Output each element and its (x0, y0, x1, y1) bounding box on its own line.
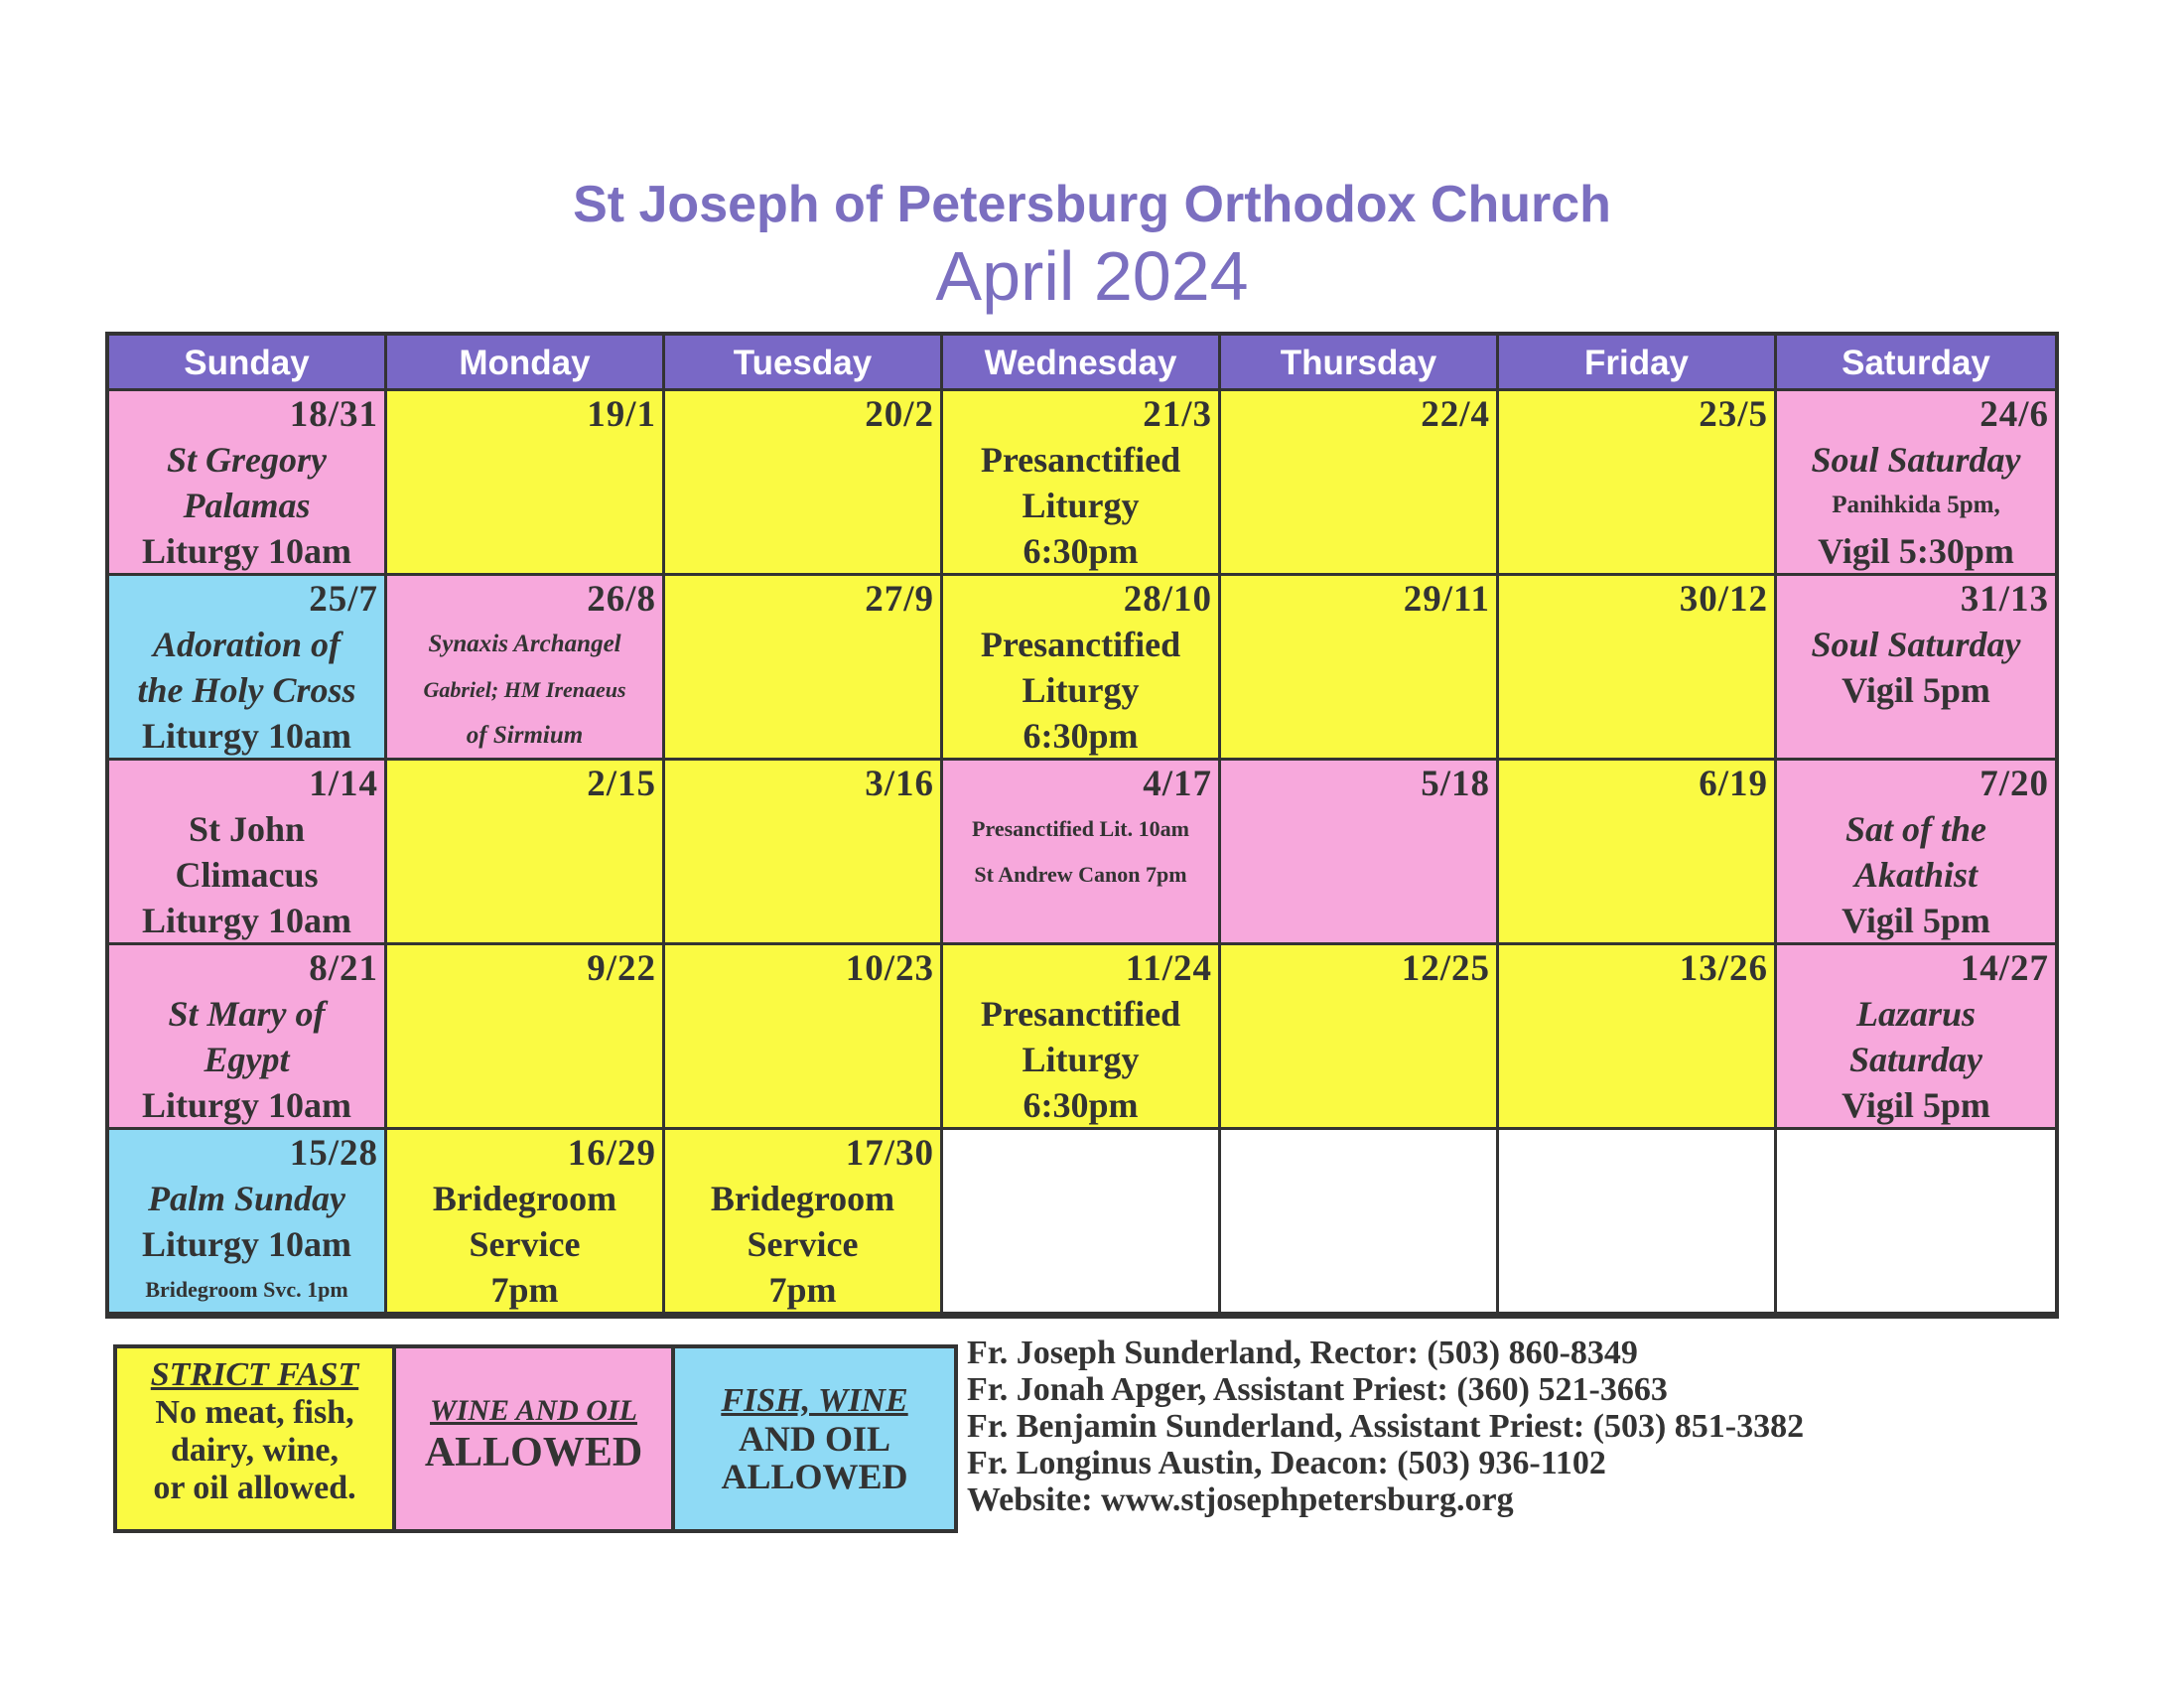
event-line: 6:30pm (1023, 1085, 1139, 1125)
day-date: 15/28 (289, 1133, 378, 1174)
event-line: Presanctified (980, 994, 1181, 1034)
day-date: 30/12 (1679, 579, 1768, 620)
day-date: 17/30 (845, 1133, 934, 1174)
event-line: Presanctified (980, 625, 1181, 664)
day-cell (943, 391, 1221, 576)
day-cell (665, 391, 943, 576)
day-cell (943, 945, 1221, 1130)
event-line: Liturgy 10am (142, 531, 351, 571)
weekday-header-thursday: Thursday (1221, 336, 1499, 391)
legend-strict-fast-body: No meat, fish, dairy, wine, or oil allowed. (153, 1394, 356, 1506)
month-title: April 2024 (935, 237, 1249, 315)
day-cell (665, 576, 943, 761)
event-line: Panihkida 5pm, (1832, 492, 2000, 518)
day-date: 31/13 (1960, 579, 2049, 620)
calendar-grid (105, 332, 2059, 1319)
day-cell (387, 1130, 665, 1315)
weekday-header-sunday: Sunday (109, 336, 387, 391)
event-line: Soul Saturday (1811, 440, 2021, 480)
day-date: 6/19 (1699, 764, 1768, 804)
weekday-header-monday: Monday (387, 336, 665, 391)
day-cell (109, 945, 387, 1130)
event-line: 6:30pm (1023, 531, 1139, 571)
event-line: St Andrew Canon 7pm (974, 862, 1187, 887)
website-link[interactable]: Website: www.stjosephpetersburg.org (967, 1481, 1514, 1518)
empty-day-cell (1499, 1130, 1777, 1315)
day-cell (387, 576, 665, 761)
fasting-legend (113, 1344, 958, 1533)
contact-deacon: Fr. Longinus Austin, Deacon: (503) 936-1102 (967, 1445, 1606, 1481)
day-cell (1777, 391, 2055, 576)
day-date: 22/4 (1421, 394, 1490, 435)
day-date: 26/8 (587, 579, 656, 620)
empty-day-cell (1777, 1130, 2055, 1315)
legend-fish-wine-oil-body: AND OIL ALLOWED (721, 1419, 908, 1496)
weekday-header-saturday: Saturday (1777, 336, 2055, 391)
event-line: Liturgy 10am (142, 716, 351, 756)
day-cell (1221, 576, 1499, 761)
empty-day-cell (1221, 1130, 1499, 1315)
contact-assistant-priest-1: Fr. Jonah Apger, Assistant Priest: (360) 521-3663 (967, 1371, 1668, 1408)
event-line: Vigil 5:30pm (1818, 531, 2014, 571)
day-date: 5/18 (1421, 764, 1490, 804)
day-cell (1499, 945, 1777, 1130)
event-line: Liturgy 10am (142, 901, 351, 940)
event-line: Saturday (1848, 1040, 1983, 1079)
contact-rector: Fr. Joseph Sunderland, Rector: (503) 860-8349 (967, 1335, 1638, 1371)
event-line: Palamas (183, 486, 311, 525)
day-cell (1221, 391, 1499, 576)
day-cell (1221, 945, 1499, 1130)
day-date: 23/5 (1699, 394, 1768, 435)
event-line: 6:30pm (1023, 716, 1139, 756)
event-line: Vigil 5pm (1842, 901, 1990, 940)
legend-wine-oil (396, 1348, 675, 1529)
event-line: of Sirmium (466, 722, 584, 749)
event-line: Adoration of (152, 625, 341, 664)
day-date: 14/27 (1960, 948, 2049, 989)
event-line: the Holy Cross (137, 670, 356, 710)
event-line: Sat of the (1844, 809, 1986, 849)
day-date: 1/14 (309, 764, 378, 804)
day-cell (665, 1130, 943, 1315)
event-line: St Mary of (168, 994, 326, 1034)
event-line: St Gregory (167, 440, 327, 480)
day-cell (1499, 576, 1777, 761)
event-line: Bridegroom (432, 1179, 617, 1218)
event-line: Vigil 5pm (1842, 1085, 1990, 1125)
day-cell (109, 1130, 387, 1315)
day-date: 2/15 (587, 764, 656, 804)
day-date: 27/9 (865, 579, 934, 620)
weekday-header-wednesday: Wednesday (943, 336, 1221, 391)
event-line: Presanctified (980, 440, 1181, 480)
day-date: 12/25 (1401, 948, 1490, 989)
day-cell (1777, 761, 2055, 945)
legend-wine-oil-body: ALLOWED (424, 1430, 643, 1476)
day-date: 7/20 (1979, 764, 2049, 804)
day-cell (943, 761, 1221, 945)
event-line: Liturgy (1022, 1040, 1140, 1079)
legend-fish-wine-oil-heading: FISH, WINE (721, 1382, 908, 1419)
day-cell (109, 391, 387, 576)
day-cell (109, 576, 387, 761)
event-line: Liturgy 10am (142, 1085, 351, 1125)
legend-strict-fast-heading: STRICT FAST (150, 1356, 359, 1393)
day-date: 3/16 (865, 764, 934, 804)
church-name: St Joseph of Petersburg Orthodox Church (573, 176, 1611, 233)
day-cell (665, 945, 943, 1130)
event-line: Bridegroom (710, 1179, 895, 1218)
event-line: Vigil 5pm (1842, 670, 1990, 710)
event-line: Liturgy 10am (142, 1224, 351, 1264)
day-cell (387, 761, 665, 945)
event-line: Service (469, 1224, 581, 1264)
day-date: 18/31 (289, 394, 378, 435)
day-cell (943, 576, 1221, 761)
event-line: Service (747, 1224, 859, 1264)
event-line: Palm Sunday (147, 1179, 346, 1218)
event-line: Presanctified Lit. 10am (972, 816, 1189, 841)
day-date: 10/23 (845, 948, 934, 989)
weekday-header-tuesday: Tuesday (665, 336, 943, 391)
day-date: 25/7 (309, 579, 378, 620)
legend-strict-fast (117, 1348, 396, 1529)
event-line: Egypt (204, 1040, 290, 1079)
day-date: 28/10 (1123, 579, 1212, 620)
event-line: Soul Saturday (1811, 625, 2021, 664)
event-line: St John (188, 809, 306, 849)
event-line: Lazarus (1855, 994, 1977, 1034)
event-line: Bridegroom Svc. 1pm (145, 1277, 348, 1302)
day-cell (1777, 945, 2055, 1130)
day-cell (387, 391, 665, 576)
legend-wine-oil-heading: WINE AND OIL (430, 1394, 637, 1427)
legend-fish-wine-oil (675, 1348, 954, 1529)
event-line: Gabriel; HM Irenaeus (423, 677, 626, 702)
day-date: 16/29 (567, 1133, 656, 1174)
event-line: 7pm (768, 1270, 837, 1310)
weekday-header-friday: Friday (1499, 336, 1777, 391)
day-cell (665, 761, 943, 945)
event-line: Synaxis Archangel (428, 631, 621, 657)
empty-day-cell (943, 1130, 1221, 1315)
contact-assistant-priest-2: Fr. Benjamin Sunderland, Assistant Priest: (503) 851-3382 (967, 1408, 1805, 1445)
event-line: Akathist (1853, 855, 1979, 895)
day-date: 21/3 (1143, 394, 1212, 435)
day-cell (1221, 761, 1499, 945)
event-line: Liturgy (1022, 670, 1140, 710)
day-date: 24/6 (1979, 394, 2049, 435)
day-date: 20/2 (865, 394, 934, 435)
day-date: 9/22 (587, 948, 656, 989)
clergy-contacts (967, 1335, 2059, 1518)
day-date: 11/24 (1125, 948, 1212, 989)
day-cell (1499, 391, 1777, 576)
day-date: 4/17 (1143, 764, 1212, 804)
day-cell (387, 945, 665, 1130)
event-line: Climacus (175, 855, 319, 895)
day-date: 19/1 (587, 394, 656, 435)
day-date: 8/21 (309, 948, 378, 989)
day-date: 13/26 (1679, 948, 1768, 989)
event-line: 7pm (490, 1270, 559, 1310)
event-line: Liturgy (1022, 486, 1140, 525)
day-cell (1777, 576, 2055, 761)
day-date: 29/11 (1403, 579, 1490, 620)
day-cell (109, 761, 387, 945)
day-cell (1499, 761, 1777, 945)
